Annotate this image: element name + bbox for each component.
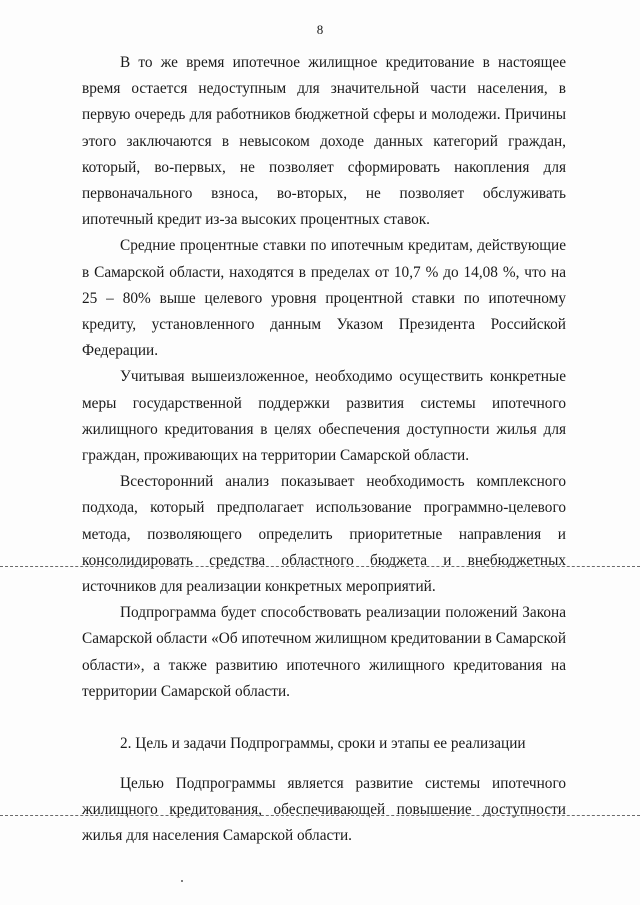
paragraph-mortgage-unavailability: В то же время ипотечное жилищное кредитование в настоящее время остается недоступным для значительной части населения, в первую очередь для работников бюджетной сферы и молодежи. Причины этого заключаются в невысоком доходе данных категорий граждан, который, во-первых, не позволяет сформировать накопления для первоначального взноса, во-вторых, не позволяет обслуживать ипотечный кредит из-за высоких процентных ставок. <box>82 54 566 229</box>
document-body <box>82 50 566 850</box>
paragraph-interest-rates: Средние процентные ставки по ипотечным кредитам, действующие в Самарской области, находятся в пределах от 10,7 % до 14,08 %, что на 25 – 80% выше целевого уровня процентной ставки по ипотечному кредиту, установленного данным Указом Президента Российской Федерации. <box>82 237 566 360</box>
scan-artifact-line <box>0 566 640 567</box>
paragraph-subprogram-law: Подпрограмма будет способствовать реализации положений Закона Самарской области «Об ипотечном жилищном кредитовании в Самарской области», а также развитию ипотечного жилищного кредитования на территории Самарской области. <box>82 604 566 700</box>
section-heading: 2. Цель и задачи Подпрограммы, сроки и этапы ее реализации <box>120 735 526 753</box>
scan-speck <box>181 880 183 882</box>
scan-artifact-line <box>0 815 640 816</box>
paragraph-subprogram-goal: Целью Подпрограммы является развитие системы ипотечного жилищного кредитования, обеспечивающей повышение доступности жилья для населения Самарской области. <box>82 775 566 845</box>
page-number: 8 <box>316 22 324 37</box>
paragraph-state-support: Учитывая вышеизложенное, необходимо осуществить конкретные меры государственной поддержки развития системы ипотечного жилищного кредитования в целях обеспечения доступности жилья для граждан, проживающих на территории Самарской области. <box>82 368 566 465</box>
paragraph-comprehensive-analysis: Всесторонний анализ показывает необходимость комплексного подхода, который предполагает использование программно-целевого метода, позволяющего определить приоритетные направления и консолидировать средства областного бюджета и внебюджетных источников для реализации конкретных мероприятий. <box>82 473 566 596</box>
